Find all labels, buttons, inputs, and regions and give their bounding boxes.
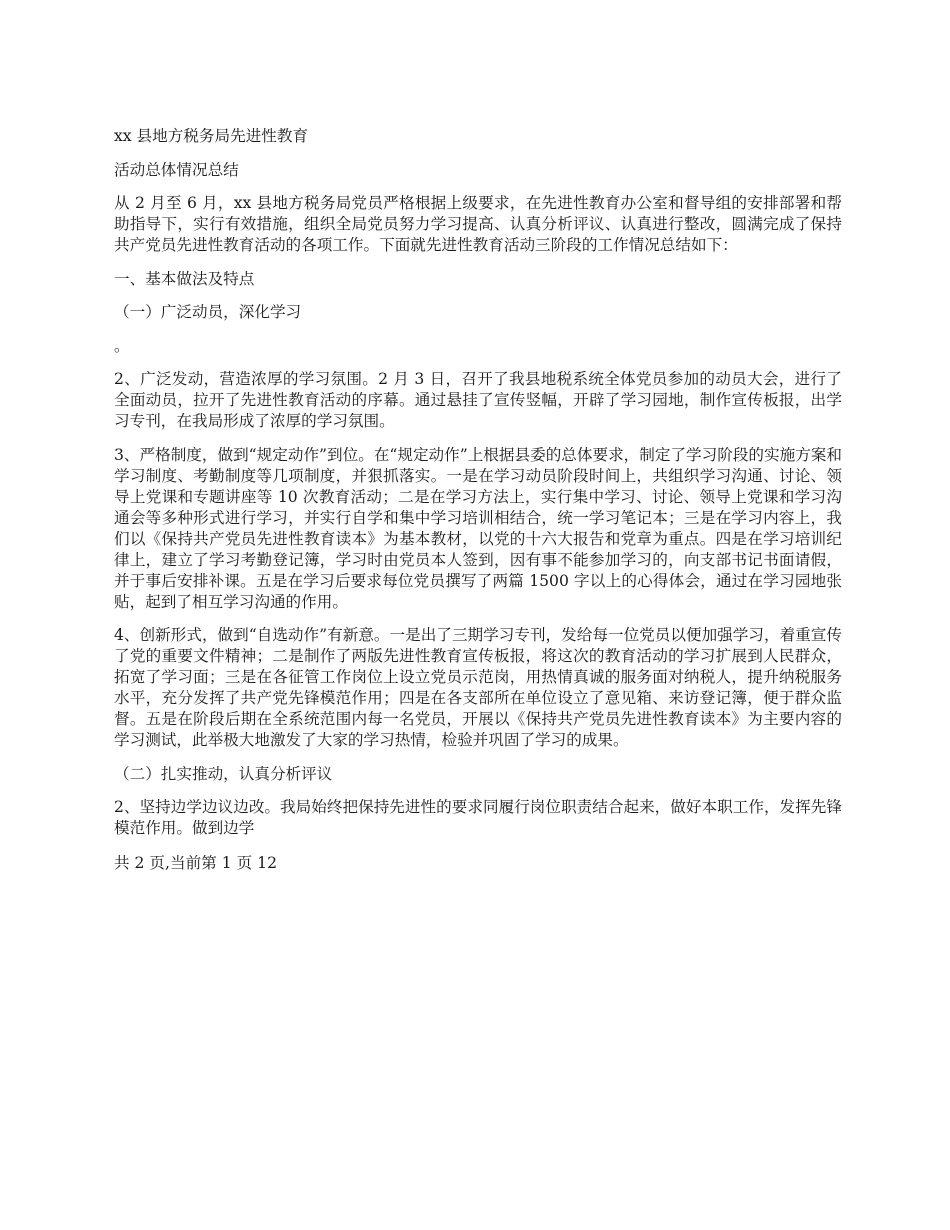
period-line: 。 xyxy=(114,336,130,355)
page-footer: 共 2 页,当前第 1 页 12 xyxy=(114,854,277,872)
subsection-heading-mobilization: （一）广泛动员，深化学习 xyxy=(114,303,302,321)
paragraph-item-2: 2、广泛发动，营造浓厚的学习氛围。2 月 3 日，召开了我县地税系统全体党员参加的动员大会，进行了全面动员，拉开了先进性教育活动的序幕。通过悬挂了宣传竖幅，开辟了学习园地，制作宣传板报，出学习专刊，在我局形成了浓厚的学习氛围。 xyxy=(114,370,842,430)
paragraph-item-4: 4、创新形式，做到“自选动作”有新意。一是出了三期学习专刊，发给每一位党员以便加强学习，着重宣传了党的重要文件精神；二是制作了两版先进性教育宣传板报，将这次的教育活动的学习扩展到人民群众，拓宽了学习面；三是在各征管工作岗位上设立党员示范岗，用热情真诚的服务面对纳税人，提升纳税服务水平，充分发挥了共产党先锋模范作用；四是在各支部所在单位设立了意见箱、来访登记簿，便于群众监督。五是在阶段后期在全系统范围内每一名党员，开展以《保持共产党员先进性教育读本》为主要内容的学习测试，此举极大地激发了大家的学习热情，检验并巩固了学习的成果。 xyxy=(114,626,842,749)
paragraph-item-2b: 2、坚持边学边议边改。我局始终把保持先进性的要求同履行岗位职责结合起来，做好本职工作，发挥先锋模范作用。做到边学 xyxy=(114,798,842,837)
intro-paragraph: 从 2 月至 6 月，xx 县地方税务局党员严格根据上级要求，在先进性教育办公室和督导组的安排部署和帮助指导下，实行有效措施，组织全局党员努力学习提高、认真分析评议、认真进行整改，圆满完成了保持共产党员先进性教育活动的各项工作。下面就先进性教育活动三阶段的工作情况总结如下： xyxy=(114,194,842,254)
subsection-heading-evaluation: （二）扎实推动，认真分析评议 xyxy=(114,764,333,783)
paragraph-item-3: 3、严格制度，做到“规定动作”到位。在“规定动作”上根据县委的总体要求，制定了学习阶段的实施方案和学习制度、考勤制度等几项制度，并狠抓落实。一是在学习动员阶段时间上，共组织学习沟通、讨论、领导上党课和专题讲座等 10 次教育活动；二是在学习方法上，实行集中学习、讨论、领导上党课和学习沟通会等多种形式进行学习，并实行自学和集中学习培训相结合，统一学习笔记本；三是在学习内容上，我们以《保持共产党员先进性教育读本》为基本教材，以党的十六大报告和党章为重点。四是在学习培训纪律上，建立了学习考勤登记簿，学习时由党员本人签到，因有事不能参加学习的，向支部书记书面请假，并于事后安排补课。五是在学习后要求每位党员撰写了两篇 1500 字以上的心得体会，通过在学习园地张贴，起到了相互学习沟通的作用。 xyxy=(114,445,842,611)
document-title-line1: xx 县地方税务局先进性教育 xyxy=(114,127,309,145)
document-title-line2: 活动总体情况总结 xyxy=(114,160,239,179)
document-page xyxy=(114,126,842,887)
section-heading-basic-practices: 一、基本做法及特点 xyxy=(114,269,255,288)
